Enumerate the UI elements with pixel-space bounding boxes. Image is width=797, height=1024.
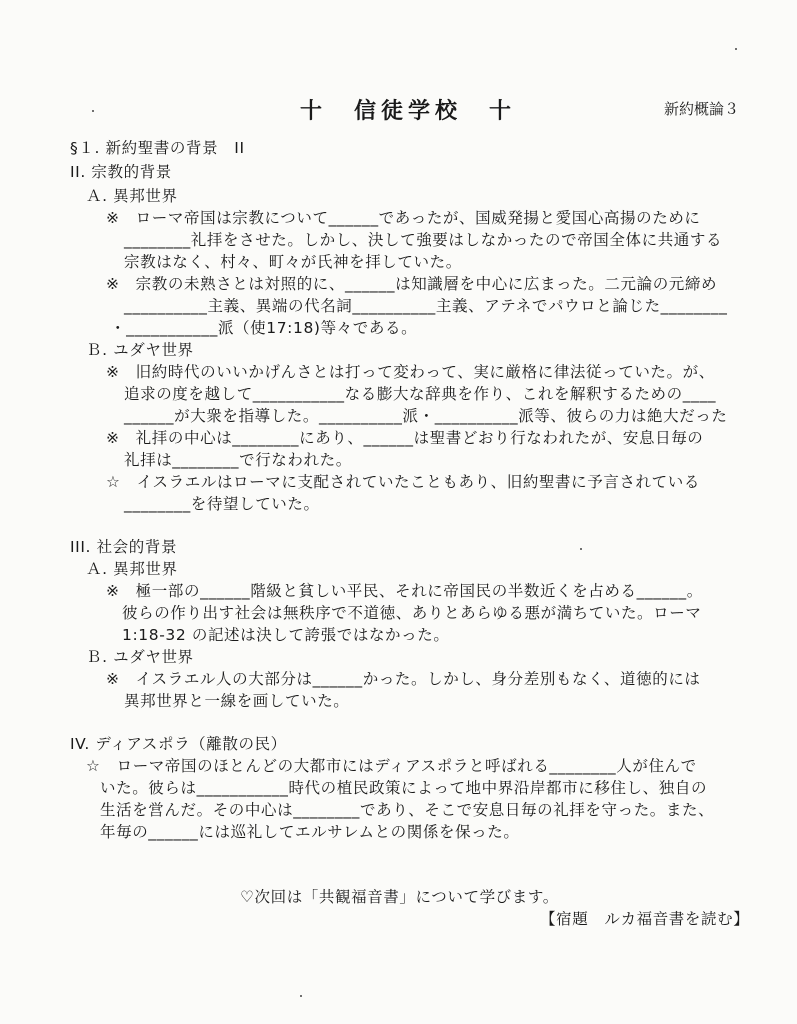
text-line: ※ 礼拝の中心は________にあり、______は聖書どおり行なわれたが、安息日毎の [106,429,704,447]
text-line: ☆ ローマ帝国のほとんどの大都市にはディアスポラと呼ばれる________人が住んで [86,757,697,775]
text-line: ※ ローマ帝国は宗教について______であったが、国威発揚と愛国心高揚のために [106,209,701,227]
scan-speck [92,110,94,112]
text-line: __________主義、異端の代名詞__________主義、アテネでパウロと論じた________ [124,297,728,315]
text-line: 彼らの作り出す社会は無秩序で不道徳、ありとあらゆる悪が満ちていた。ローマ [122,604,702,622]
text-line: 異邦世界と一線を画していた。 [124,692,350,710]
text-line: 宗教はなく、村々、町々が氏神を拝していた。 [124,253,462,271]
subsection-heading: Ａ. 異邦世界 [86,560,178,578]
next-session-note: ♡次回は「共観福音書」について学びます。 [240,888,559,906]
text-line: 生活を営んだ。その中心は________であり、そこで安息日毎の礼拝を守った。また、 [100,801,715,819]
subsection-heading: II. 宗教的背景 [70,163,172,181]
scan-speck [580,548,582,550]
subsection-heading: Ｂ. ユダヤ世界 [86,341,194,359]
text-line: ※ 宗教の未熟さとは対照的に、______は知識層を中心に広まった。二元論の元締め [106,275,718,293]
text-line: ※ イスラエル人の大部分は______かった。しかし、身分差別もなく、道徳的には [106,670,701,688]
section-heading: §１. 新約聖書の背景 II [70,139,245,157]
subsection-heading: III. 社会的背景 [70,538,178,556]
scan-speck [300,995,302,997]
text-line: ________を待望していた。 [124,495,320,513]
homework-note: 【宿題 ルカ福音書を読む】 [540,910,750,928]
text-line: ※ 極一部の______階級と貧しい平民、それに帝国民の半数近くを占める______。 [106,582,703,600]
subsection-heading: Ａ. 異邦世界 [86,187,178,205]
text-line: ________礼拝をさせた。しかし、決して強要はしなかったので帝国全体に共通する [124,231,723,249]
scan-speck [735,48,737,50]
text-line: 礼拝は________で行なわれた。 [124,451,352,469]
text-line: ・___________派（使17:18)等々である。 [110,319,418,337]
subsection-heading: Ｂ. ユダヤ世界 [86,648,194,666]
subsection-heading: IV. ディアスポラ（離散の民） [70,735,287,753]
text-line: ☆ イスラエルはローマに支配されていたこともあり、旧約聖書に予言されている [106,473,700,491]
text-line: 追求の度を越して___________なる膨大な辞典を作り、これを解釈するための____ [124,385,717,403]
text-line: ______が大衆を指導した。__________派・__________派等、彼らの力は絶大だった [124,407,728,425]
course-label: 新約概論３ [664,100,740,118]
text-line: ※ 旧約時代のいいかげんさとは打って変わって、実に厳格に律法従っていた。が、 [106,363,715,381]
text-line: 年毎の______には巡礼してエルサレムとの関係を保った。 [100,823,520,841]
page-title: 十 信徒学校 十 [300,99,517,124]
text-line: 1:18-32 の記述は決して誇張ではなかった。 [122,626,450,644]
text-line: いた。彼らは___________時代の植民政策によって地中界沿岸都市に移住し、独自の [100,779,708,797]
